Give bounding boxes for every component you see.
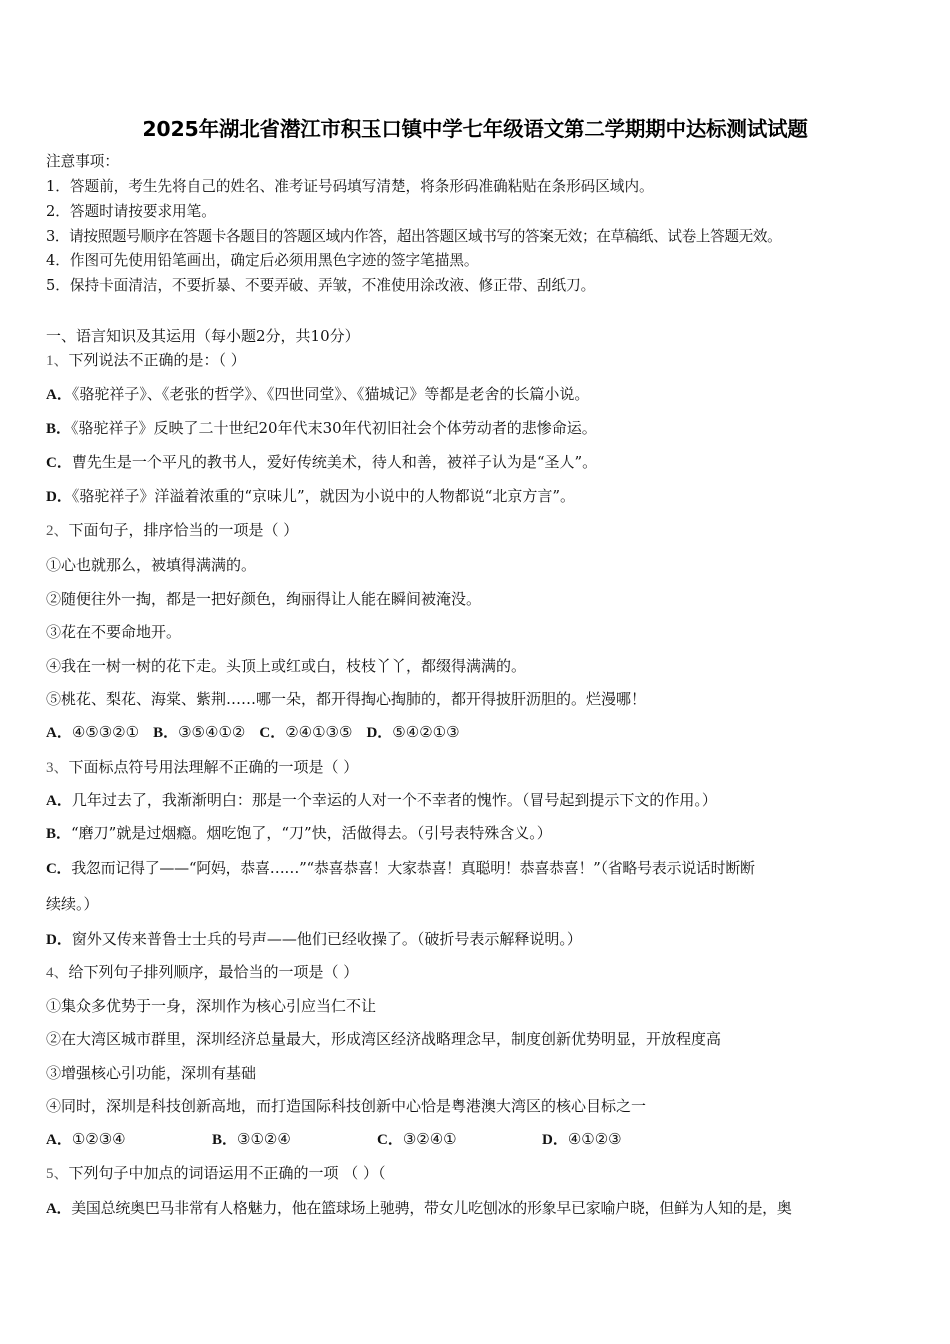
option-text: ③①②④	[237, 1130, 291, 1148]
option-letter: D．	[46, 932, 72, 948]
question-4-option-c	[377, 1129, 457, 1150]
option-text: ③⑤④①②	[178, 723, 246, 741]
question-5-option-a	[46, 1198, 792, 1219]
question-text: 下面标点符号用法理解不正确的一项是（ ）	[68, 758, 359, 776]
option-letter: A．	[46, 725, 72, 741]
page-title: 2025年湖北省潜江市积玉口镇中学七年级语文第二学期期中达标测试试题	[142, 117, 808, 141]
question-4-sentence-4: ④同时，深圳是科技创新高地，而打造国际科技创新中心恰是粤港澳大湾区的核心目标之一	[46, 1097, 647, 1115]
option-letter: C．	[259, 725, 286, 741]
question-number: 2、	[46, 523, 69, 539]
question-1-option-a	[46, 384, 589, 405]
option-letter: C．	[46, 861, 72, 877]
option-text: 曹先生是一个平凡的教书人，爱好传统美术，待人和善，被祥子认为是“圣人”。	[71, 453, 598, 471]
question-1-option-d	[46, 486, 575, 507]
option-text: 几年过去了，我渐渐明白：那是一个幸运的人对一个不幸者的愧怍。（冒号起到提示下文的作用。）	[71, 791, 717, 809]
question-4-sentence-3: ③增强核心引功能，深圳有基础	[46, 1064, 257, 1082]
question-text: 给下列句子排列顺序，最恰当的一项是（ ）	[68, 963, 359, 981]
question-2-sentence-5: ⑤桃花、梨花、海棠、紫荆……哪一朵，都开得掏心掏肺的，都开得披肝沥胆的。烂漫哪！	[46, 690, 647, 708]
notice-item-4: 4．作图可先使用铅笔画出，确定后必须用黑色字迹的签字笔描黑。	[46, 252, 479, 269]
question-2-sentence-3: ③花在不要命地开。	[46, 623, 182, 641]
question-2-sentence-1: ①心也就那么，被填得满满的。	[46, 556, 257, 574]
option-letter: C．	[377, 1132, 403, 1148]
option-letter: C．	[46, 455, 72, 471]
question-1-option-c	[46, 452, 597, 473]
question-number: 3、	[46, 760, 69, 776]
question-3-option-c	[46, 858, 755, 879]
question-text: 下列句子中加点的词语运用不正确的一项 （ ）（	[68, 1164, 386, 1182]
question-text: 下面句子，排序恰当的一项是（ ）	[68, 521, 299, 539]
question-3-option-b	[46, 823, 552, 844]
question-2-sentence-2: ②随便往外一掏，都是一把好颜色，绚丽得让人能在瞬间被淹没。	[46, 590, 482, 608]
question-4-sentence-1: ①集众多优势于一身，深圳作为核心引应当仁不让	[46, 997, 377, 1015]
question-1-option-b	[46, 418, 597, 439]
question-2-options	[46, 722, 460, 743]
question-3-option-d	[46, 929, 582, 950]
notice-item-5: 5．保持卡面清洁，不要折暴、不要弄破、弄皱，不准使用涂改液、修正带、刮纸刀。	[46, 277, 596, 294]
question-4-option-b	[212, 1129, 291, 1150]
option-letter: A．	[46, 793, 72, 809]
option-text: ③②④①	[402, 1130, 457, 1148]
option-text: ④①②③	[567, 1130, 622, 1148]
question-4-sentence-2: ②在大湾区城市群里，深圳经济总量最大，形成湾区经济战略理念早，制度创新优势明显，开放程度高	[46, 1030, 722, 1048]
question-1-stem	[46, 350, 246, 371]
option-letter: A．	[46, 1132, 72, 1148]
option-letter: B．	[153, 725, 179, 741]
option-text: 窗外又传来普鲁士士兵的号声——他们已经收操了。（破折号表示解释说明。）	[71, 930, 582, 948]
option-text: 《骆驼祥子》洋溢着浓重的“京味儿”，就因为小说中的人物都说“北京方言”。	[71, 487, 576, 505]
option-text: “磨刀”就是过烟瘾。烟吃饱了，“刀”快，活做得去。（引号表特殊含义。）	[71, 824, 552, 842]
option-text: 《骆驼祥子》反映了二十世纪20年代末30年代初旧社会个体劳动者的悲惨命运。	[71, 419, 597, 437]
notices-heading: 注意事项：	[46, 153, 119, 170]
section-heading: 一、语言知识及其运用（每小题2分，共10分）	[46, 327, 360, 345]
option-text: 我忽而记得了——“阿妈，恭喜……”“恭喜恭喜！大家恭喜！真聪明！恭喜恭喜！”（省略号表示说话时断断	[71, 859, 755, 877]
option-letter: B．	[212, 1132, 238, 1148]
question-number: 4、	[46, 965, 69, 981]
option-text: ④⑤③②①	[71, 723, 140, 741]
option-letter: D．	[366, 725, 393, 741]
option-text: 美国总统奥巴马非常有人格魅力，他在篮球场上驰骋，带女儿吃刨冰的形象早已家喻户晓，但鲜为人知的是，奥	[71, 1199, 792, 1217]
notice-item-1: 1．答题前，考生先将自己的姓名、准考证号码填写清楚，将条形码准确粘贴在条形码区域内。	[46, 178, 654, 195]
option-letter: B．	[46, 421, 72, 437]
option-letter: D．	[46, 489, 72, 505]
notice-item-3: 3．请按照题号顺序在答题卡各题目的答题区域内作答，超出答题区域书写的答案无效；在草稿纸、试卷上答题无效。	[46, 228, 782, 245]
question-4-stem	[46, 962, 358, 983]
option-text: ①②③④	[71, 1130, 126, 1148]
question-text: 下列说法不正确的是：（ ）	[68, 351, 246, 369]
question-3-option-c-continued: 续续。）	[46, 895, 99, 913]
question-number: 1、	[46, 353, 69, 369]
question-5-stem	[46, 1163, 386, 1184]
question-3-stem	[46, 757, 358, 778]
option-letter: B．	[46, 826, 72, 842]
option-text: ②④①③⑤	[285, 723, 353, 741]
question-2-stem	[46, 520, 298, 541]
question-2-sentence-4: ④我在一树一树的花下走。头顶上或红或白，枝枝丫丫，都缀得满满的。	[46, 657, 527, 675]
option-letter: D．	[542, 1132, 568, 1148]
question-number: 5、	[46, 1166, 69, 1182]
option-letter: A．	[46, 1201, 72, 1217]
option-text: 《骆驼祥子》、《老张的哲学》、《四世同堂》、《猫城记》等都是老舍的长篇小说。	[71, 385, 590, 403]
option-letter: A．	[46, 387, 72, 403]
question-3-option-a	[46, 790, 717, 811]
question-4-option-a	[46, 1129, 126, 1150]
option-text: ⑤④②①③	[392, 723, 460, 741]
question-4-option-d	[542, 1129, 622, 1150]
notice-item-2: 2．答题时请按要求用笔。	[46, 203, 216, 220]
